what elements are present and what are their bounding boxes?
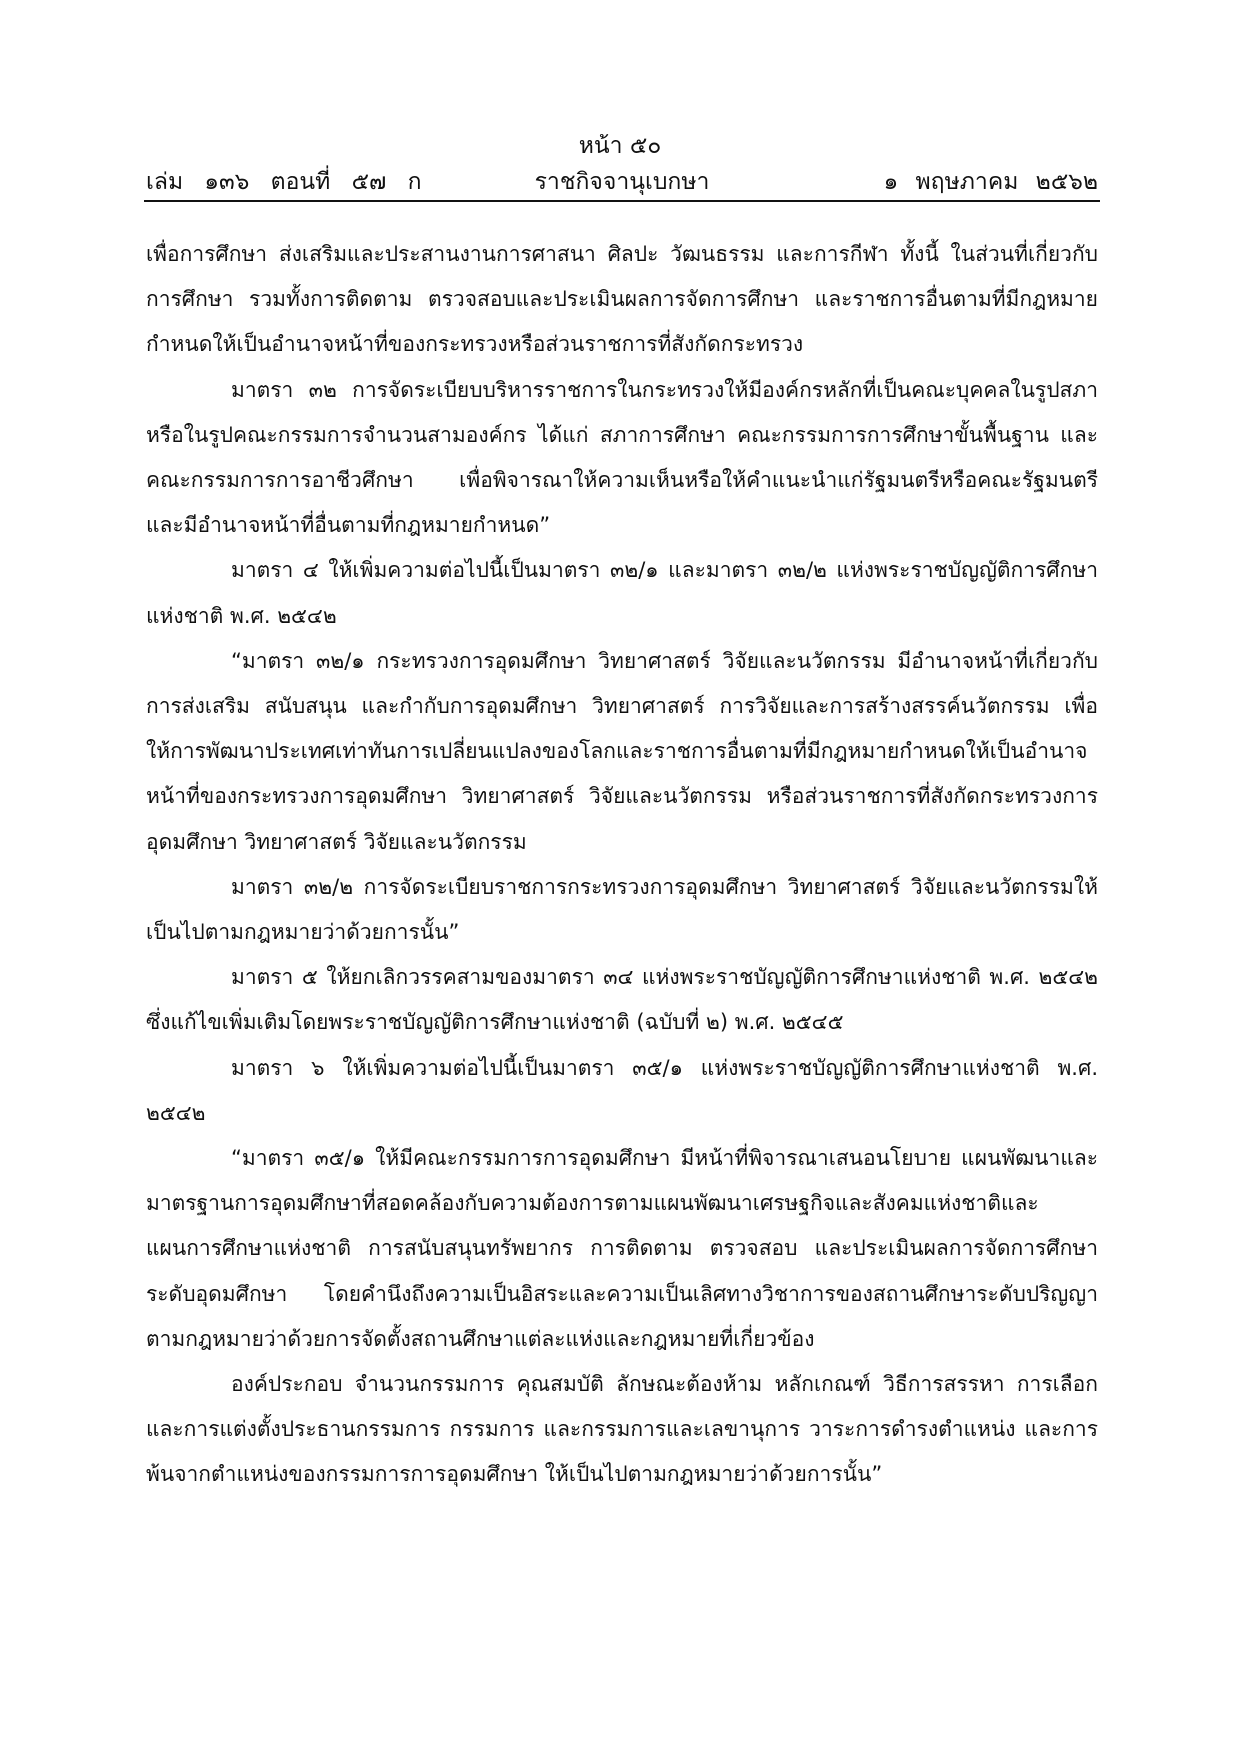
publication-title: ราชกิจจานุเบกษา [534, 169, 710, 195]
paragraph-section-5: มาตรา ๕ ให้ยกเลิกวรรคสามของมาตรา ๓๔ แห่งพระราชบัญญัติการศึกษาแห่งชาติ พ.ศ. ๒๕๔๒ ซึ่งแก้ไขเพิ่มเติมโดยพระราชบัญญัติการศึกษาแห่งชาติ (ฉบับที่ ๒) พ.ศ. ๒๕๔๕ [146, 965, 1098, 1035]
paragraph-section-6: มาตรา ๖ ให้เพิ่มความต่อไปนี้เป็นมาตรา ๓๕/๑ แห่งพระราชบัญญัติการศึกษาแห่งชาติ พ.ศ. ๒๕๔๒ [146, 1055, 1098, 1125]
header-row [146, 164, 1098, 196]
paragraph-section-4: มาตรา ๔ ให้เพิ่มความต่อไปนี้เป็นมาตรา ๓๒/๑ และมาตรา ๓๒/๒ แห่งพระราชบัญญัติการศึกษาแห่งชาติ พ.ศ. ๒๕๔๒ [146, 558, 1098, 628]
header-divider [144, 200, 1100, 202]
publication-date: ๑ พฤษภาคม ๒๕๖๒ [883, 169, 1098, 195]
paragraph-continuation: เพื่อการศึกษา ส่งเสริมและประสานงานการศาสนา ศิลปะ วัฒนธรรม และการกีฬา ทั้งนี้ ในส่วนที่เกี่ยวกับการศึกษา รวมทั้งการติดตาม ตรวจสอบและประเมินผลการจัดการศึกษา และราชการอื่นตามที่มีกฎหมายกำหนดให้เป็นอำนาจหน้าที่ของกระทรวงหรือส่วนราชการที่สังกัดกระทรวง [146, 242, 1098, 357]
paragraph-section-32-2: มาตรา ๓๒/๒ การจัดระเบียบราชการกระทรวงการอุดมศึกษา วิทยาศาสตร์ วิจัยและนวัตกรรมให้เป็นไปตามกฎหมายว่าด้วยการนั้น” [146, 874, 1098, 945]
paragraph-section-35-1: “มาตรา ๓๕/๑ ให้มีคณะกรรมการการอุดมศึกษา มีหน้าที่พิจารณาเสนอนโยบาย แผนพัฒนาและมาตรฐานการอุดมศึกษาที่สอดคล้องกับความต้องการตามแผนพัฒนาเศรษฐกิจและสังคมแห่งชาติและแผนการศึกษาแห่งชาติ การสนับสนุนทรัพยากร การติดตาม ตรวจสอบ และประเมินผลการจัดการศึกษาระดับอุดมศึกษา โดยคำนึงถึงความเป็นอิสระและความเป็นเลิศทางวิชาการของสถานศึกษาระดับปริญญาตามกฎหมายว่าด้วยการจัดตั้งสถานศึกษาแต่ละแห่งและกฎหมายที่เกี่ยวข้อง [146, 1146, 1098, 1351]
paragraph-composition: องค์ประกอบ จำนวนกรรมการ คุณสมบัติ ลักษณะต้องห้าม หลักเกณฑ์ วิธีการสรรหา การเลือกและการแต่งตั้งประธานกรรมการ กรรมการ และกรรมการและเลขานุการ วาระการดำรงตำแหน่ง และการพ้นจากตำแหน่งของกรรมการการอุดมศึกษา ให้เป็นไปตามกฎหมายว่าด้วยการนั้น” [146, 1372, 1098, 1487]
page-number: หน้า ๕๐ [578, 133, 662, 159]
paragraph-section-32: มาตรา ๓๒ การจัดระเบียบบริหารราชการในกระทรวงให้มีองค์กรหลักที่เป็นคณะบุคคลในรูปสภาหรือในรูปคณะกรรมการจำนวนสามองค์กร ได้แก่ สภาการศึกษา คณะกรรมการการศึกษาขั้นพื้นฐาน และคณะกรรมการการอาชีวศึกษา เพื่อพิจารณาให้ความเห็นหรือให้คำแนะนำแก่รัฐมนตรีหรือคณะรัฐมนตรี และมีอำนาจหน้าที่อื่นตามที่กฎหมายกำหนด” [146, 377, 1098, 538]
issue-info: เล่ม ๑๓๖ ตอนที่ ๕๗ ก [146, 169, 422, 195]
paragraph-section-32-1: “มาตรา ๓๒/๑ กระทรวงการอุดมศึกษา วิทยาศาสตร์ วิจัยและนวัตกรรม มีอำนาจหน้าที่เกี่ยวกับการส่งเสริม สนับสนุน และกำกับการอุดมศึกษา วิทยาศาสตร์ การวิจัยและการสร้างสรรค์นวัตกรรม เพื่อให้การพัฒนาประเทศเท่าทันการเปลี่ยนแปลงของโลกและราชการอื่นตามที่มีกฎหมายกำหนดให้เป็นอำนาจหน้าที่ของกระทรวงการอุดมศึกษา วิทยาศาสตร์ วิจัยและนวัตกรรม หรือส่วนราชการที่สังกัดกระทรวงการอุดมศึกษา วิทยาศาสตร์ วิจัยและนวัตกรรม [146, 648, 1098, 854]
document-body [146, 232, 1098, 1498]
